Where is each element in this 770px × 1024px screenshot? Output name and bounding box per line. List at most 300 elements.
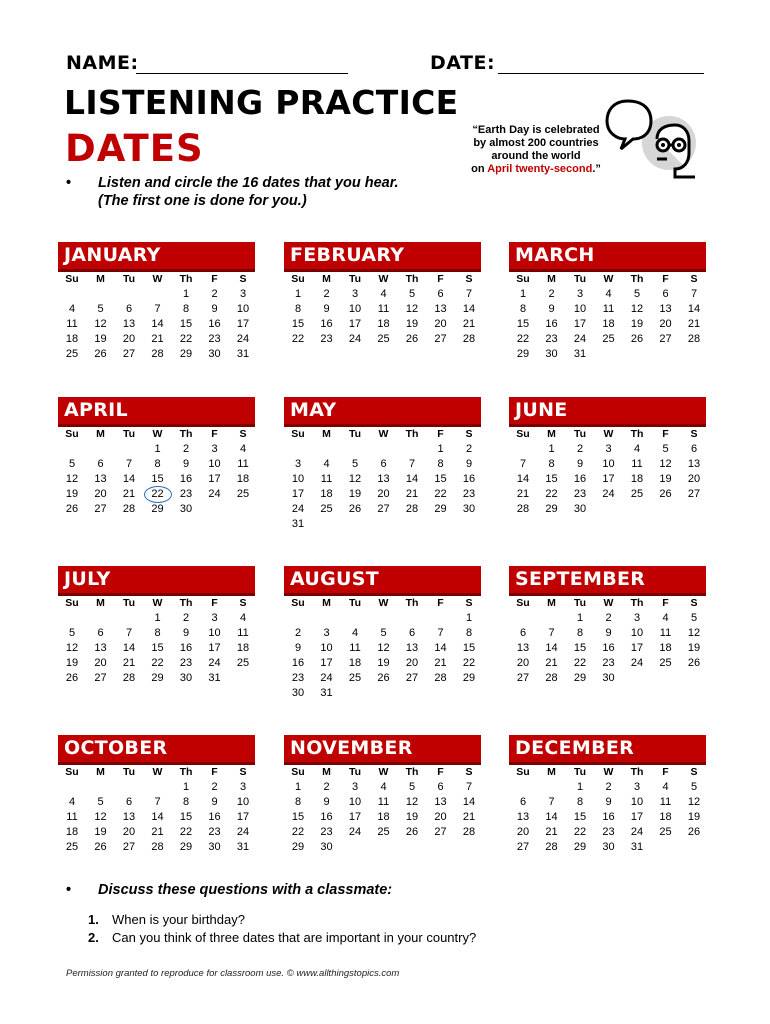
day-cell[interactable]: 7 bbox=[548, 796, 555, 808]
day-cell[interactable]: 8 bbox=[548, 458, 555, 470]
day-cell[interactable]: 14 bbox=[122, 473, 136, 485]
day-cell[interactable]: 25 bbox=[377, 333, 390, 345]
day-cell[interactable]: 15 bbox=[151, 642, 164, 654]
day-cell[interactable]: 15 bbox=[573, 642, 587, 654]
day-cell[interactable]: 25 bbox=[377, 826, 390, 838]
day-cell[interactable]: 19 bbox=[687, 811, 701, 823]
day-cell[interactable]: 11 bbox=[377, 796, 390, 808]
day-cell[interactable]: 12 bbox=[405, 303, 419, 315]
day-cell[interactable]: 6 bbox=[97, 627, 104, 639]
day-cell[interactable]: 11 bbox=[320, 473, 333, 485]
day-cell[interactable]: 18 bbox=[630, 473, 644, 485]
day-cell[interactable]: 26 bbox=[405, 826, 419, 838]
day-cell[interactable]: 24 bbox=[630, 826, 644, 838]
day-cell[interactable]: 17 bbox=[236, 811, 250, 823]
day-cell[interactable]: 4 bbox=[68, 796, 76, 808]
day-cell[interactable]: 19 bbox=[659, 473, 672, 485]
day-cell[interactable]: 22 bbox=[291, 333, 305, 345]
day-cell[interactable]: 30 bbox=[179, 503, 193, 515]
day-cell[interactable]: 11 bbox=[659, 627, 672, 639]
day-cell[interactable]: 30 bbox=[291, 687, 305, 699]
day-cell[interactable]: 17 bbox=[630, 642, 644, 654]
day-cell[interactable]: 23 bbox=[320, 826, 333, 838]
day-cell[interactable]: 15 bbox=[545, 473, 558, 485]
day-cell[interactable]: 23 bbox=[320, 333, 333, 345]
day-cell[interactable]: 23 bbox=[291, 672, 305, 684]
day-cell[interactable]: 31 bbox=[630, 841, 644, 853]
day-cell[interactable]: 10 bbox=[348, 796, 362, 808]
day-cell[interactable]: 25 bbox=[630, 488, 644, 500]
day-cell[interactable]: 10 bbox=[320, 642, 333, 654]
day-cell[interactable]: 22 bbox=[516, 333, 530, 345]
day-cell[interactable]: 24 bbox=[602, 488, 615, 500]
day-cell[interactable]: 10 bbox=[236, 303, 250, 315]
day-cell[interactable]: 9 bbox=[576, 458, 584, 470]
day-cell[interactable]: 17 bbox=[630, 811, 644, 823]
day-cell[interactable]: 1 bbox=[154, 443, 161, 455]
day-cell[interactable]: 5 bbox=[408, 288, 416, 300]
day-cell[interactable]: 25 bbox=[236, 657, 250, 669]
day-cell[interactable]: 18 bbox=[348, 657, 362, 669]
day-cell[interactable]: 28 bbox=[405, 503, 419, 515]
day-cell[interactable]: 18 bbox=[659, 811, 672, 823]
day-cell[interactable]: 24 bbox=[630, 657, 644, 669]
day-cell[interactable]: 5 bbox=[97, 303, 104, 315]
day-cell[interactable]: 19 bbox=[405, 318, 419, 330]
day-cell[interactable]: 28 bbox=[687, 333, 701, 345]
day-cell[interactable]: 16 bbox=[462, 473, 476, 485]
day-cell[interactable]: 13 bbox=[659, 303, 672, 315]
day-cell[interactable]: 20 bbox=[516, 826, 530, 838]
day-cell[interactable]: 28 bbox=[434, 672, 447, 684]
day-cell[interactable]: 3 bbox=[633, 612, 641, 624]
day-cell[interactable]: 2 bbox=[465, 443, 473, 455]
day-cell[interactable]: 6 bbox=[97, 458, 104, 470]
day-cell[interactable]: 23 bbox=[462, 488, 476, 500]
day-cell[interactable]: 2 bbox=[323, 288, 330, 300]
day-cell[interactable]: 11 bbox=[377, 303, 390, 315]
day-cell[interactable]: 26 bbox=[377, 672, 390, 684]
day-cell[interactable]: 2 bbox=[211, 781, 218, 793]
day-cell[interactable]: 3 bbox=[351, 781, 359, 793]
day-cell[interactable]: 17 bbox=[602, 473, 615, 485]
day-cell[interactable]: 26 bbox=[405, 333, 419, 345]
day-cell[interactable]: 2 bbox=[548, 288, 555, 300]
day-cell[interactable]: 14 bbox=[545, 642, 558, 654]
day-cell[interactable]: 30 bbox=[573, 503, 587, 515]
day-cell[interactable]: 28 bbox=[122, 503, 136, 515]
day-cell[interactable]: 6 bbox=[690, 443, 698, 455]
day-cell[interactable]: 30 bbox=[208, 841, 221, 853]
day-cell[interactable]: 24 bbox=[291, 503, 305, 515]
day-cell[interactable]: 27 bbox=[516, 672, 530, 684]
day-cell[interactable]: 3 bbox=[351, 288, 359, 300]
day-cell[interactable]: 3 bbox=[605, 443, 612, 455]
day-cell[interactable]: 19 bbox=[94, 826, 107, 838]
day-cell[interactable]: 18 bbox=[602, 318, 615, 330]
day-cell[interactable]: 6 bbox=[437, 781, 444, 793]
day-cell[interactable]: 1 bbox=[465, 612, 473, 624]
day-cell[interactable]: 9 bbox=[605, 627, 612, 639]
day-cell[interactable]: 1 bbox=[519, 288, 527, 300]
day-cell[interactable]: 18 bbox=[377, 318, 390, 330]
day-cell[interactable]: 7 bbox=[125, 627, 133, 639]
day-cell[interactable]: 24 bbox=[348, 333, 362, 345]
day-cell[interactable]: 7 bbox=[465, 288, 473, 300]
day-cell[interactable]: 11 bbox=[66, 811, 78, 823]
day-cell[interactable]: 31 bbox=[291, 518, 305, 530]
day-cell[interactable]: 23 bbox=[179, 488, 193, 500]
day-cell[interactable]: 18 bbox=[65, 826, 79, 838]
day-cell[interactable]: 14 bbox=[545, 811, 558, 823]
day-cell[interactable]: 1 bbox=[294, 781, 302, 793]
day-cell[interactable]: 4 bbox=[351, 627, 359, 639]
day-cell[interactable]: 11 bbox=[602, 303, 615, 315]
day-cell[interactable]: 27 bbox=[122, 841, 136, 853]
day-cell[interactable]: 20 bbox=[516, 657, 530, 669]
day-cell[interactable]: 31 bbox=[320, 687, 333, 699]
day-cell[interactable]: 4 bbox=[633, 443, 641, 455]
day-cell[interactable]: 13 bbox=[405, 642, 419, 654]
day-cell[interactable]: 8 bbox=[465, 627, 473, 639]
day-cell[interactable]: 12 bbox=[348, 473, 362, 485]
day-cell[interactable]: 16 bbox=[545, 318, 558, 330]
day-cell[interactable]: 15 bbox=[573, 811, 587, 823]
day-cell[interactable]: 14 bbox=[462, 303, 476, 315]
day-cell[interactable]: 1 bbox=[294, 288, 302, 300]
day-cell[interactable]: 15 bbox=[179, 318, 193, 330]
day-cell[interactable]: 6 bbox=[125, 796, 133, 808]
day-cell[interactable]: 14 bbox=[151, 318, 164, 330]
day-cell[interactable]: 11 bbox=[349, 642, 361, 654]
day-cell[interactable]: 20 bbox=[122, 826, 136, 838]
day-cell[interactable]: 14 bbox=[462, 796, 476, 808]
day-cell[interactable]: 21 bbox=[462, 318, 476, 330]
day-cell[interactable]: 30 bbox=[208, 348, 221, 360]
day-cell[interactable]: 25 bbox=[602, 333, 615, 345]
day-cell[interactable]: 22 bbox=[462, 657, 476, 669]
day-cell[interactable]: 5 bbox=[68, 458, 76, 470]
day-cell[interactable]: 19 bbox=[630, 318, 644, 330]
day-cell[interactable]: 25 bbox=[348, 672, 362, 684]
day-cell[interactable]: 18 bbox=[236, 473, 250, 485]
day-cell[interactable]: 16 bbox=[320, 318, 333, 330]
day-cell[interactable]: 10 bbox=[630, 796, 644, 808]
day-cell[interactable]: 6 bbox=[437, 288, 444, 300]
day-cell[interactable]: 12 bbox=[687, 627, 701, 639]
day-cell[interactable]: 10 bbox=[236, 796, 250, 808]
day-cell[interactable]: 10 bbox=[573, 303, 587, 315]
day-cell[interactable]: 14 bbox=[405, 473, 419, 485]
day-cell[interactable]: 7 bbox=[154, 796, 161, 808]
day-cell[interactable]: 16 bbox=[291, 657, 305, 669]
day-cell[interactable]: 27 bbox=[687, 488, 701, 500]
day-cell[interactable]: 4 bbox=[380, 781, 387, 793]
day-cell[interactable]: 27 bbox=[122, 348, 136, 360]
day-cell[interactable]: 25 bbox=[320, 503, 333, 515]
day-cell[interactable]: 8 bbox=[182, 303, 190, 315]
day-cell[interactable]: 26 bbox=[94, 841, 107, 853]
day-cell[interactable]: 5 bbox=[408, 781, 416, 793]
day-cell[interactable]: 21 bbox=[462, 811, 476, 823]
day-cell[interactable]: 24 bbox=[320, 672, 333, 684]
day-cell[interactable]: 13 bbox=[687, 458, 701, 470]
day-cell[interactable]: 27 bbox=[434, 826, 447, 838]
day-cell[interactable]: 30 bbox=[602, 672, 615, 684]
day-cell[interactable]: 6 bbox=[408, 627, 416, 639]
day-cell[interactable]: 13 bbox=[122, 318, 136, 330]
day-cell[interactable]: 7 bbox=[548, 627, 555, 639]
day-cell[interactable]: 26 bbox=[659, 488, 672, 500]
day-cell[interactable]: 18 bbox=[65, 333, 79, 345]
day-cell[interactable]: 12 bbox=[630, 303, 644, 315]
day-cell[interactable]: 26 bbox=[630, 333, 644, 345]
day-cell[interactable]: 12 bbox=[94, 318, 107, 330]
day-cell[interactable]: 29 bbox=[291, 841, 305, 853]
day-cell[interactable]: 8 bbox=[437, 458, 444, 470]
day-cell[interactable]: 2 bbox=[605, 612, 612, 624]
day-cell[interactable]: 9 bbox=[323, 303, 330, 315]
day-cell[interactable]: 9 bbox=[211, 796, 218, 808]
day-cell[interactable]: 3 bbox=[239, 781, 247, 793]
day-cell[interactable]: 4 bbox=[239, 443, 247, 455]
day-cell[interactable]: 22 bbox=[573, 657, 587, 669]
day-cell[interactable]: 13 bbox=[516, 642, 530, 654]
day-cell[interactable]: 21 bbox=[151, 333, 164, 345]
day-cell[interactable]: 28 bbox=[516, 503, 530, 515]
day-cell[interactable]: 15 bbox=[462, 642, 476, 654]
day-cell[interactable]: 28 bbox=[151, 841, 164, 853]
day-cell[interactable]: 12 bbox=[377, 642, 390, 654]
day-cell[interactable]: 17 bbox=[573, 318, 587, 330]
day-cell[interactable]: 14 bbox=[434, 642, 447, 654]
day-cell[interactable]: 13 bbox=[94, 642, 107, 654]
day-cell[interactable]: 9 bbox=[605, 796, 612, 808]
day-cell[interactable]: 21 bbox=[122, 488, 136, 500]
day-cell[interactable]: 30 bbox=[179, 672, 193, 684]
day-cell[interactable]: 20 bbox=[687, 473, 701, 485]
day-cell[interactable]: 3 bbox=[576, 288, 584, 300]
day-cell[interactable]: 19 bbox=[377, 657, 390, 669]
day-cell[interactable]: 13 bbox=[434, 796, 447, 808]
day-cell[interactable]: 5 bbox=[690, 612, 698, 624]
day-cell[interactable]: 9 bbox=[465, 458, 473, 470]
day-cell[interactable]: 1 bbox=[154, 612, 161, 624]
day-cell[interactable]: 10 bbox=[208, 627, 221, 639]
day-cell[interactable]: 27 bbox=[377, 503, 390, 515]
day-cell[interactable]: 16 bbox=[179, 473, 193, 485]
day-cell[interactable]: 23 bbox=[179, 657, 193, 669]
day-cell[interactable]: 9 bbox=[323, 796, 330, 808]
day-cell[interactable]: 9 bbox=[294, 642, 302, 654]
day-cell[interactable]: 10 bbox=[348, 303, 362, 315]
day-cell[interactable]: 29 bbox=[434, 503, 447, 515]
day-cell[interactable]: 14 bbox=[122, 642, 136, 654]
day-cell[interactable]: 19 bbox=[348, 488, 362, 500]
day-cell[interactable]: 12 bbox=[65, 642, 79, 654]
day-cell[interactable]: 28 bbox=[151, 348, 164, 360]
day-cell[interactable]: 22 bbox=[545, 488, 558, 500]
day-cell[interactable]: 30 bbox=[462, 503, 476, 515]
day-cell[interactable]: 7 bbox=[465, 781, 473, 793]
day-cell[interactable]: 27 bbox=[516, 841, 530, 853]
day-cell[interactable]: 10 bbox=[630, 627, 644, 639]
day-cell[interactable]: 7 bbox=[437, 627, 444, 639]
day-cell[interactable]: 12 bbox=[405, 796, 419, 808]
day-cell[interactable]: 16 bbox=[179, 642, 193, 654]
day-cell[interactable]: 30 bbox=[320, 841, 333, 853]
day-cell[interactable]: 22 bbox=[179, 826, 193, 838]
day-cell[interactable]: 15 bbox=[151, 473, 164, 485]
day-cell[interactable]: 11 bbox=[659, 796, 672, 808]
day-cell[interactable]: 31 bbox=[236, 348, 250, 360]
day-cell[interactable]: 2 bbox=[605, 781, 612, 793]
day-cell[interactable]: 26 bbox=[687, 826, 701, 838]
day-cell[interactable]: 25 bbox=[236, 488, 250, 500]
day-cell[interactable]: 21 bbox=[687, 318, 701, 330]
day-cell[interactable]: 4 bbox=[380, 288, 387, 300]
day-cell[interactable]: 12 bbox=[687, 796, 701, 808]
day-cell[interactable]: 19 bbox=[405, 811, 419, 823]
day-cell[interactable]: 7 bbox=[519, 458, 527, 470]
day-cell[interactable]: 1 bbox=[548, 443, 555, 455]
day-cell[interactable]: 23 bbox=[208, 333, 221, 345]
day-cell[interactable]: 1 bbox=[182, 288, 190, 300]
day-cell[interactable]: 22 bbox=[573, 826, 587, 838]
day-cell[interactable]: 8 bbox=[576, 796, 584, 808]
day-cell[interactable]: 28 bbox=[462, 826, 476, 838]
day-cell[interactable]: 2 bbox=[294, 627, 302, 639]
day-cell[interactable]: 4 bbox=[662, 781, 669, 793]
day-cell[interactable]: 4 bbox=[239, 612, 247, 624]
day-cell[interactable]: 13 bbox=[94, 473, 107, 485]
day-cell[interactable]: 20 bbox=[377, 488, 390, 500]
day-cell[interactable]: 30 bbox=[545, 348, 558, 360]
day-cell[interactable]: 12 bbox=[94, 811, 107, 823]
day-cell[interactable]: 5 bbox=[380, 627, 387, 639]
day-cell[interactable]: 9 bbox=[211, 303, 218, 315]
day-cell[interactable]: 24 bbox=[236, 333, 250, 345]
day-cell[interactable]: 26 bbox=[65, 672, 79, 684]
day-cell[interactable]: 21 bbox=[545, 657, 558, 669]
day-cell[interactable]: 29 bbox=[573, 672, 587, 684]
day-cell[interactable]: 27 bbox=[94, 672, 107, 684]
day-cell[interactable]: 16 bbox=[602, 811, 615, 823]
day-cell[interactable]: 8 bbox=[576, 627, 584, 639]
day-cell[interactable]: 25 bbox=[659, 826, 672, 838]
day-cell[interactable]: 29 bbox=[462, 672, 476, 684]
day-cell[interactable]: 16 bbox=[208, 318, 221, 330]
day-cell[interactable]: 1 bbox=[576, 781, 584, 793]
day-cell[interactable]: 21 bbox=[434, 657, 447, 669]
day-cell[interactable]: 29 bbox=[516, 348, 530, 360]
day-cell[interactable]: 15 bbox=[179, 811, 193, 823]
day-cell[interactable]: 29 bbox=[573, 841, 587, 853]
day-cell[interactable]: 14 bbox=[516, 473, 530, 485]
day-cell[interactable]: 3 bbox=[633, 781, 641, 793]
day-cell[interactable]: 3 bbox=[211, 443, 218, 455]
day-cell[interactable]: 11 bbox=[66, 318, 78, 330]
day-cell[interactable]: 28 bbox=[462, 333, 476, 345]
day-cell[interactable]: 19 bbox=[65, 488, 79, 500]
day-cell[interactable]: 28 bbox=[122, 672, 136, 684]
day-cell[interactable]: 14 bbox=[151, 811, 164, 823]
day-cell[interactable]: 12 bbox=[659, 458, 672, 470]
day-cell[interactable]: 15 bbox=[516, 318, 530, 330]
day-cell[interactable]: 23 bbox=[602, 657, 615, 669]
day-cell[interactable]: 26 bbox=[65, 503, 79, 515]
day-cell[interactable]: 3 bbox=[294, 458, 302, 470]
day-cell[interactable]: 31 bbox=[208, 672, 221, 684]
day-cell[interactable]: 15 bbox=[434, 473, 447, 485]
day-cell[interactable]: 15 bbox=[291, 318, 305, 330]
day-cell[interactable]: 19 bbox=[65, 657, 79, 669]
day-cell[interactable]: 24 bbox=[208, 488, 221, 500]
day-cell[interactable]: 29 bbox=[179, 348, 193, 360]
day-cell[interactable]: 25 bbox=[65, 841, 79, 853]
day-cell[interactable]: 17 bbox=[348, 811, 362, 823]
day-cell[interactable]: 8 bbox=[154, 627, 161, 639]
day-cell[interactable]: 27 bbox=[434, 333, 447, 345]
day-cell[interactable]: 29 bbox=[179, 841, 193, 853]
day-cell[interactable]: 20 bbox=[434, 811, 447, 823]
day-cell[interactable]: 5 bbox=[97, 796, 104, 808]
day-cell[interactable]: 20 bbox=[659, 318, 672, 330]
day-cell[interactable]: 7 bbox=[690, 288, 698, 300]
day-cell[interactable]: 7 bbox=[408, 458, 416, 470]
day-cell[interactable]: 2 bbox=[323, 781, 330, 793]
day-cell[interactable]: 10 bbox=[602, 458, 615, 470]
day-cell[interactable]: 2 bbox=[182, 612, 190, 624]
day-cell[interactable]: 14 bbox=[687, 303, 701, 315]
day-cell[interactable]: 9 bbox=[182, 458, 190, 470]
day-cell[interactable]: 27 bbox=[405, 672, 419, 684]
day-cell[interactable]: 25 bbox=[65, 348, 79, 360]
day-cell[interactable]: 29 bbox=[545, 503, 558, 515]
day-cell[interactable]: 5 bbox=[633, 288, 641, 300]
day-cell[interactable]: 31 bbox=[236, 841, 250, 853]
day-cell[interactable]: 24 bbox=[236, 826, 250, 838]
day-cell[interactable]: 21 bbox=[151, 826, 164, 838]
day-cell[interactable]: 23 bbox=[602, 826, 615, 838]
day-cell[interactable]: 5 bbox=[68, 627, 76, 639]
day-cell[interactable]: 29 bbox=[151, 503, 164, 515]
day-cell[interactable]: 4 bbox=[662, 612, 669, 624]
day-cell[interactable]: 21 bbox=[516, 488, 530, 500]
day-cell[interactable]: 20 bbox=[94, 488, 107, 500]
day-cell[interactable]: 22 bbox=[151, 488, 164, 500]
day-cell[interactable]: 3 bbox=[211, 612, 218, 624]
day-cell[interactable]: 22 bbox=[291, 826, 305, 838]
day-cell[interactable]: 26 bbox=[94, 348, 107, 360]
day-cell[interactable]: 27 bbox=[94, 503, 107, 515]
day-cell[interactable]: 30 bbox=[602, 841, 615, 853]
day-cell[interactable]: 11 bbox=[237, 458, 249, 470]
day-cell[interactable]: 25 bbox=[659, 657, 672, 669]
day-cell[interactable]: 29 bbox=[151, 672, 164, 684]
day-cell[interactable]: 7 bbox=[154, 303, 161, 315]
day-cell[interactable]: 9 bbox=[182, 627, 190, 639]
day-cell[interactable]: 11 bbox=[237, 627, 249, 639]
day-cell[interactable]: 17 bbox=[348, 318, 362, 330]
day-cell[interactable]: 10 bbox=[291, 473, 305, 485]
day-cell[interactable]: 19 bbox=[687, 642, 701, 654]
day-cell[interactable]: 8 bbox=[182, 796, 190, 808]
day-cell[interactable]: 19 bbox=[94, 333, 107, 345]
day-cell[interactable]: 2 bbox=[211, 288, 218, 300]
day-cell[interactable]: 21 bbox=[122, 657, 136, 669]
day-cell[interactable]: 11 bbox=[631, 458, 643, 470]
